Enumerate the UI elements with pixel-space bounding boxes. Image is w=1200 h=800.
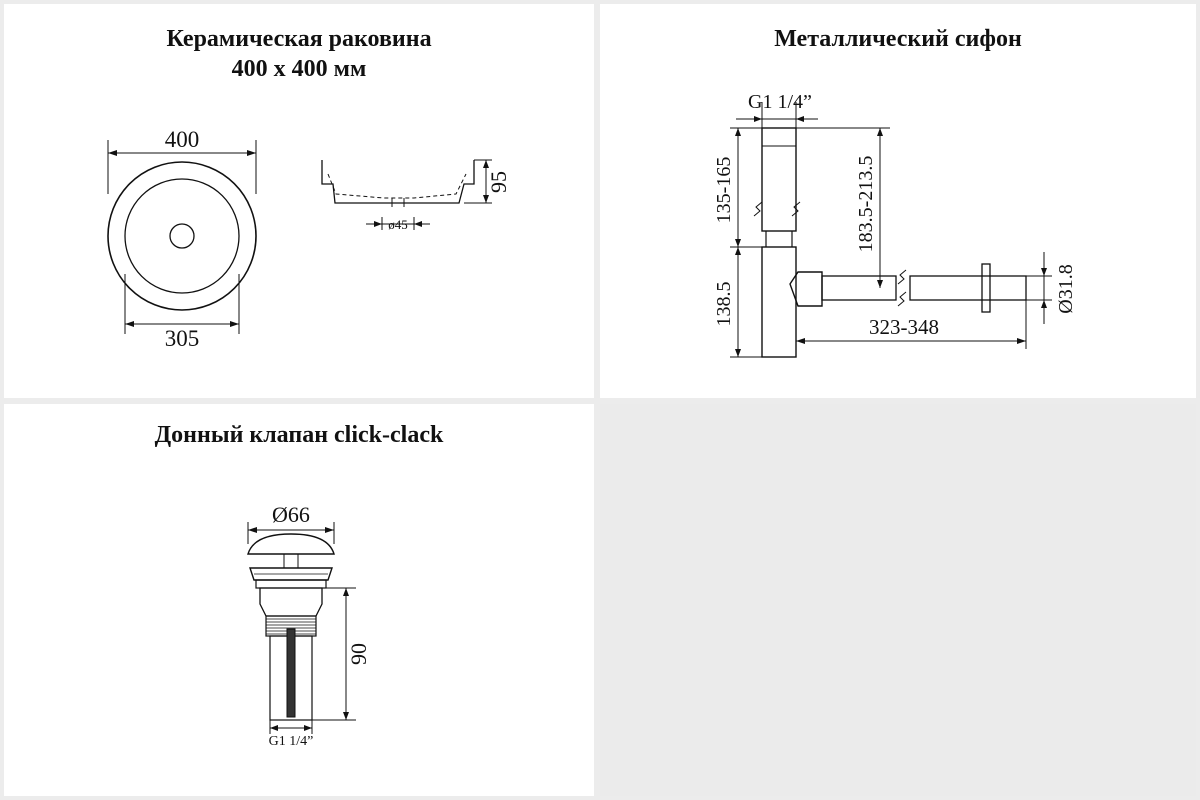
siphon-h-arrow-left: [796, 338, 805, 344]
valve-cap-arrow-right: [325, 527, 334, 533]
siphon-left-arrow-3: [735, 247, 741, 255]
siphon-upper-pipe: [762, 128, 796, 231]
sink-inner-bowl: [125, 179, 239, 293]
valve-thread-arrow-left: [270, 725, 278, 731]
valve-cap: [248, 534, 334, 554]
siphon-dim-horizontal: 323-348: [869, 315, 939, 339]
sink-bottom-arrow-right: [230, 321, 239, 327]
siphon-thread-arrow-left: [754, 116, 762, 122]
sink-drawing: [4, 4, 594, 398]
valve-rod: [287, 629, 295, 717]
siphon-title: Металлический сифон: [774, 26, 1022, 52]
sink-panel: [4, 4, 594, 398]
sink-height-arrow-bottom: [483, 195, 489, 203]
siphon-drawing: [600, 4, 1196, 398]
sink-drain-hole: [170, 224, 194, 248]
siphon-left-arrow-4: [735, 349, 741, 357]
valve-panel: [4, 404, 594, 796]
valve-body: [260, 588, 322, 616]
sink-dim-height: 95: [486, 171, 511, 193]
sink-drain-arrow-left: [374, 221, 382, 227]
siphon-dim-vertical: 183.5-213.5: [855, 155, 877, 253]
siphon-break-h-top: [898, 270, 906, 284]
siphon-outlet-nut: [790, 272, 822, 306]
siphon-thread: G1 1/4”: [748, 91, 812, 113]
siphon-left-arrow-1: [735, 128, 741, 136]
siphon-dim-lower: 138.5: [713, 281, 735, 327]
sink-side-inner-dashed: [328, 174, 466, 198]
valve-dim-cap: Ø66: [272, 502, 310, 527]
valve-gasket: [256, 580, 326, 588]
siphon-panel: [600, 4, 1196, 398]
siphon-left-arrow-2: [735, 239, 741, 247]
sink-bottom-arrow-left: [125, 321, 134, 327]
valve-thread-arrow-right: [304, 725, 312, 731]
siphon-dia-arrow-top: [1041, 268, 1047, 276]
valve-cap-stem: [284, 554, 298, 568]
siphon-mid-arrow-top: [877, 128, 883, 136]
siphon-outlet-pipe-b: [910, 276, 1026, 300]
valve-dim-height: 90: [346, 643, 371, 665]
sink-title-line1: Керамическая раковина: [166, 26, 432, 52]
siphon-wall-flange: [982, 264, 990, 312]
valve-thread: G1 1/4”: [268, 734, 314, 749]
sink-dim-drain: ø45: [388, 217, 408, 232]
siphon-break-left: [754, 202, 762, 216]
siphon-thread-arrow-right: [796, 116, 804, 122]
empty-panel: [600, 404, 1196, 796]
valve-cap-arrow-left: [248, 527, 257, 533]
sink-height-arrow-top: [483, 160, 489, 168]
sink-top-arrow-left: [108, 150, 117, 156]
siphon-dim-outlet-diameter: Ø31.8: [1055, 264, 1077, 314]
siphon-h-arrow-right: [1017, 338, 1026, 344]
siphon-outlet-pipe-a: [822, 276, 896, 300]
siphon-dia-arrow-bottom: [1041, 300, 1047, 308]
sink-side-outer: [322, 160, 474, 203]
sink-title-line2: 400 х 400 мм: [231, 56, 367, 82]
valve-height-arrow-bottom: [343, 712, 349, 720]
sink-drain-arrow-right: [414, 221, 422, 227]
valve-title: Донный клапан click-clack: [154, 422, 444, 448]
sink-dim-top: 400: [164, 127, 200, 152]
siphon-lower-body: [762, 247, 796, 357]
valve-height-arrow-top: [343, 588, 349, 596]
valve-drawing: [4, 404, 594, 796]
siphon-dim-upper: 135-165: [713, 156, 735, 224]
siphon-break-h-bottom: [898, 292, 906, 306]
sink-outer-rim: [108, 162, 256, 310]
sink-top-arrow-right: [247, 150, 256, 156]
siphon-mid-arrow-bottom: [877, 280, 883, 288]
sink-dim-bottom: 305: [164, 326, 200, 351]
